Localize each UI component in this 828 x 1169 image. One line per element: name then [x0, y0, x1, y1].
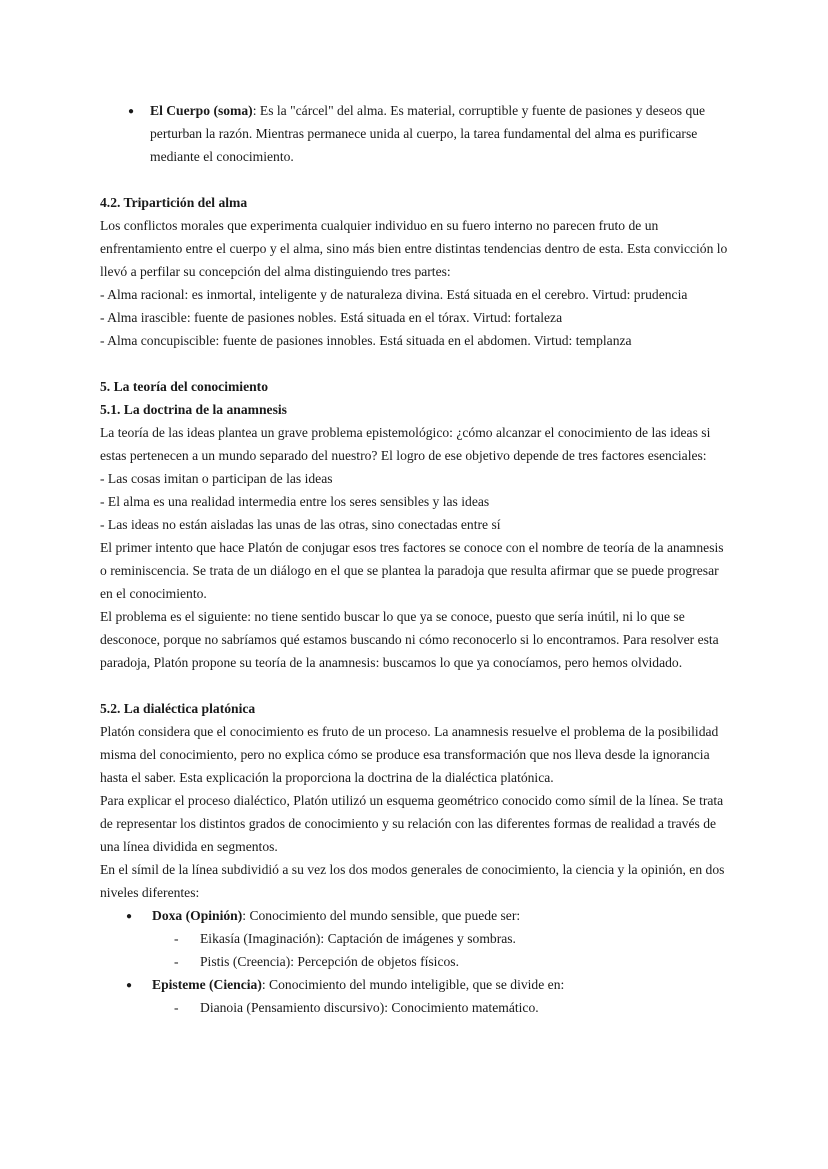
bullet-doxa [100, 904, 732, 927]
s52-paragraph-1: Platón considera que el conocimiento es fruto de un proceso. La anamnesis resuelve el problema de la posibilidad misma del conocimiento, pero no explica cómo se produce esa transformación que nos lleva desde la ignorancia hasta el saber. Esta explicación la proporciona la doctrina de la dialéctica platónica. [100, 724, 719, 785]
episteme-line [152, 973, 732, 996]
sub-bullet-text: Pistis (Creencia): Percepción de objetos físicos. [200, 954, 459, 969]
sub-bullet [100, 927, 732, 950]
list-item: - El alma es una realidad intermedia entre los seres sensibles y las ideas [100, 494, 490, 509]
s52-paragraph-3: En el símil de la línea subdividió a su vez los dos modos generales de conocimiento, la ciencia y la opinión, en dos niveles diferentes: [100, 862, 725, 900]
list-item: - Las ideas no están aisladas las unas de las otras, sino conectadas entre sí [100, 517, 501, 532]
dash-icon: - [174, 1000, 179, 1015]
episteme-text: : Conocimiento del mundo inteligible, que se divide en: [261, 977, 565, 992]
list-item: - Alma racional: es inmortal, inteligente y de naturaleza divina. Está situada en el cerebro. Virtud: prudencia [100, 287, 688, 302]
heading-4-2: 4.2. Tripartición del alma [100, 195, 248, 210]
s42-intro: Los conflictos morales que experimenta cualquier individuo en su fuero interno no parecen fruto de un enfrentamiento entre el cuerpo y el alma, sino más bien entre distintas tendencias dentro de esta. Esta convicción lo llevó a perfilar su concepción del alma distinguiendo tres partes: [100, 218, 728, 279]
s5-paragraph-1: El primer intento que hace Platón de conjugar esos tres factores se conoce con el nombre de teoría de la anamnesis o reminiscencia. Se trata de un diálogo en el que se plantea la paradoja que resulta afirmar que se puede progresar en el conocimiento. [100, 540, 724, 601]
list-item: - Las cosas imitan o participan de las ideas [100, 471, 333, 486]
bullet-icon [126, 99, 136, 124]
sub-bullet [100, 950, 732, 973]
cuerpo-paragraph [150, 99, 732, 168]
doxa-text: : Conocimiento del mundo sensible, que puede ser: [242, 908, 521, 923]
s52-paragraph-2: Para explicar el proceso dialéctico, Platón utilizó un esquema geométrico conocido como símil de la línea. Se trata de representar los distintos grados de conocimiento y su relación con las diferentes formas de realidad a través de una línea dividida en segmentos. [100, 793, 724, 854]
list-item: - Alma concupiscible: fuente de pasiones innobles. Está situada en el abdomen. Virtud: templanza [100, 333, 632, 348]
bullet-icon [126, 904, 132, 929]
episteme-term: Episteme (Ciencia) [152, 977, 262, 992]
dash-icon: - [174, 954, 179, 969]
heading-5: 5. La teoría del conocimiento [100, 379, 269, 394]
sub-bullet-text: Dianoia (Pensamiento discursivo): Conocimiento matemático. [200, 1000, 539, 1015]
doxa-line [152, 904, 732, 927]
heading-5-2: 5.2. La dialéctica platónica [100, 701, 256, 716]
cuerpo-term: El Cuerpo (soma) [150, 103, 253, 118]
bullet-episteme [100, 973, 732, 996]
s5-paragraph-2: El problema es el siguiente: no tiene sentido buscar lo que ya se conoce, puesto que sería inútil, ni lo que se desconoce, porque no sabríamos qué estamos buscando ni cómo reconocerlo si lo encontramos. Para resolver esta paradoja, Platón propone su teoría de la anamnesis: buscamos lo que ya conocíamos, pero hemos olvidado. [100, 609, 719, 670]
heading-5-1: 5.1. La doctrina de la anamnesis [100, 402, 287, 417]
sub-bullet [100, 996, 732, 1019]
cuerpo-text: : Es la "cárcel" del alma. Es material, corruptible y fuente de pasiones y deseos que perturban la razón. Mientras permanece unida al cuerpo, la tarea fundamental del alma es purificarse mediante el conocimiento. [150, 103, 706, 164]
bullet-cuerpo [100, 99, 732, 168]
sub-bullet-text: Eikasía (Imaginación): Captación de imágenes y sombras. [200, 931, 516, 946]
dash-icon: - [174, 931, 179, 946]
bullet-icon [126, 973, 132, 998]
doxa-term: Doxa (Opinión) [152, 908, 243, 923]
s5-intro: La teoría de las ideas plantea un grave problema epistemológico: ¿cómo alcanzar el conocimiento de las ideas si estas pertenecen a un mundo separado del nuestro? El logro de ese objetivo depende de tres factores esenciales: [100, 425, 711, 463]
document-page [100, 99, 732, 1019]
list-item: - Alma irascible: fuente de pasiones nobles. Está situada en el tórax. Virtud: fortaleza [100, 310, 563, 325]
